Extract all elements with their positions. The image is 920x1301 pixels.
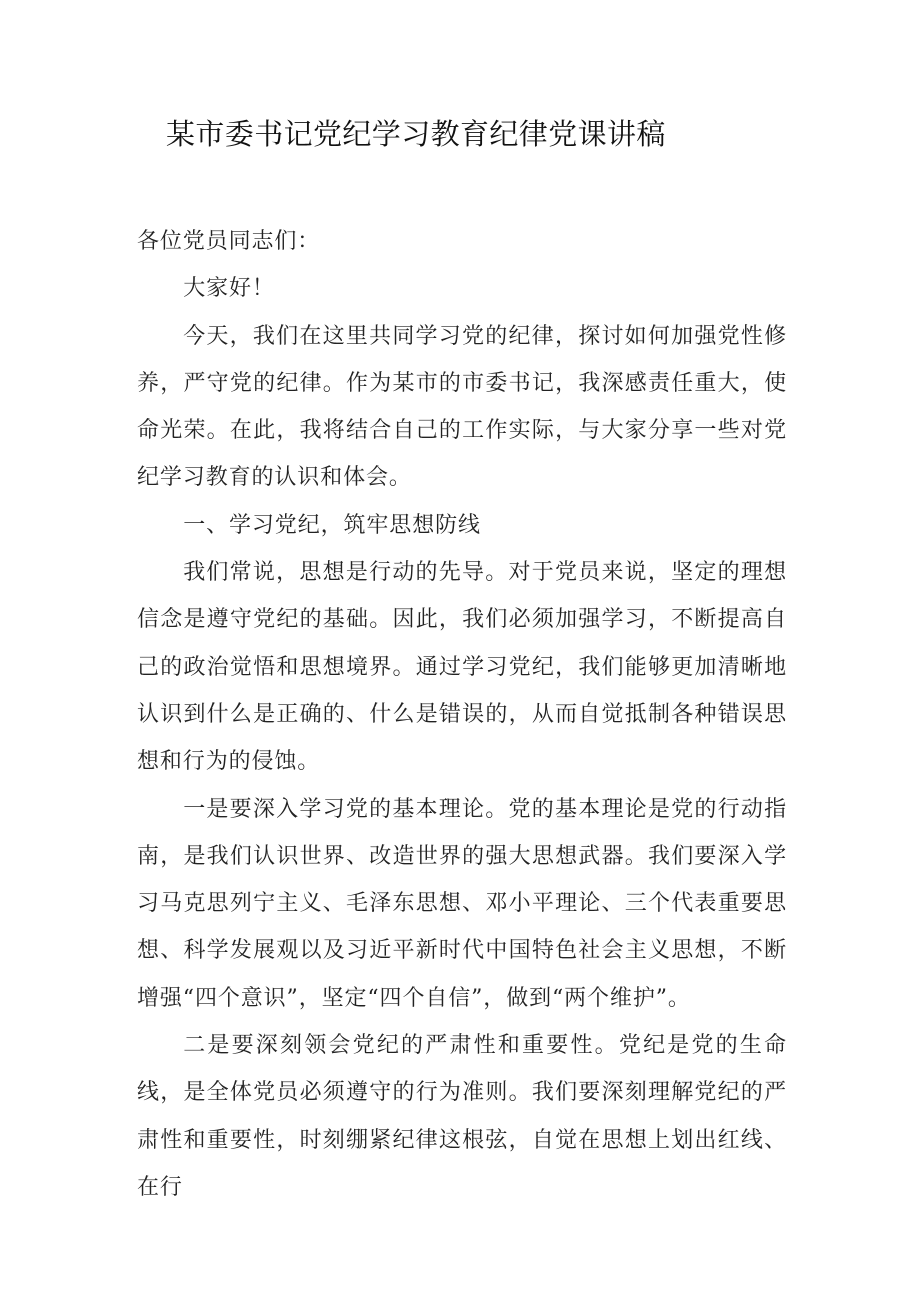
paragraph-introduction: 今天，我们在这里共同学习党的纪律，探讨如何加强党性修养，严守党的纪律。作为某市的市委书记，我深感责任重大，使命光荣。在此，我将结合自己的工作实际，与大家分享一些对党纪学习教育的认识和体会。	[137, 323, 787, 491]
paragraph-discipline-importance: 二是要深刻领会党纪的严肃性和重要性。党纪是党的生命线，是全体党员必须遵守的行为准则。我们要深刻理解党纪的严肃性和重要性，时刻绷紧纪律这根弦，自觉在思想上划出红线、在行	[137, 1033, 787, 1200]
document-title: 某市委书记党纪学习教育纪律党课讲稿	[166, 117, 666, 151]
paragraph-thought-guidance: 我们常说，思想是行动的先导。对于党员来说，坚定的理想信念是遵守党纪的基础。因此，我们必须加强学习，不断提高自己的政治觉悟和思想境界。通过学习党纪，我们能够更加清晰地认识到什么是正确的、什么是错误的，从而自觉抵制各种错误思想和行为的侵蚀。	[137, 560, 787, 775]
section-heading-1: 一、学习党纪，筑牢思想防线	[183, 512, 481, 538]
greeting: 大家好！	[183, 276, 275, 302]
paragraph-basic-theory: 一是要深入学习党的基本理论。党的基本理论是党的行动指南，是我们认识世界、改造世界的强大思想武器。我们要深入学习马克思列宁主义、毛泽东思想、邓小平理论、三个代表重要思想、科学发展观以及习近平新时代中国特色社会主义思想，不断增强“四个意识”，坚定“四个自信”，做到“两个维护”。	[137, 796, 787, 1011]
document-body	[137, 218, 787, 1211]
salutation: 各位党员同志们：	[137, 229, 321, 254]
